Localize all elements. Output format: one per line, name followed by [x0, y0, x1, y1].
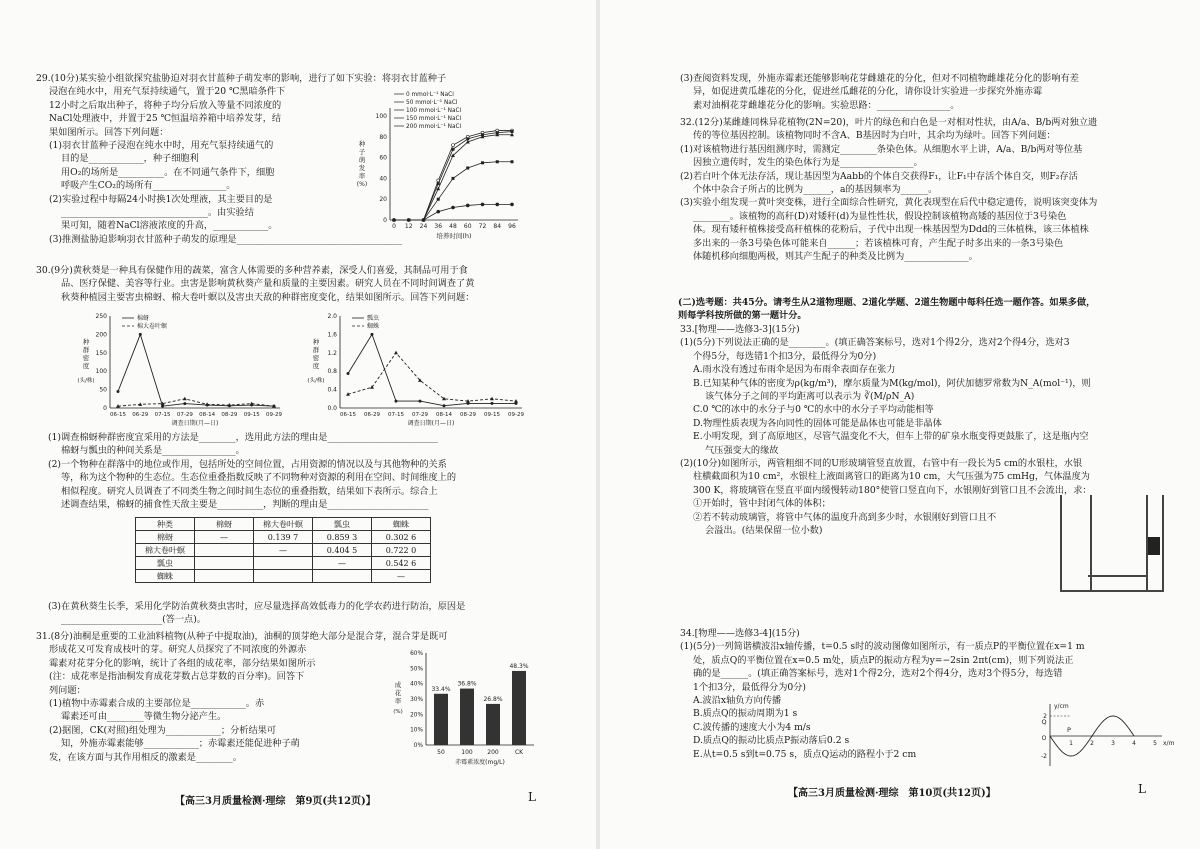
data-point	[511, 160, 514, 163]
y-tick-label: 0	[103, 405, 107, 412]
series-line	[348, 353, 516, 401]
table-cell	[195, 557, 254, 570]
text-line: 柱横截面积为10 cm²，水银柱上液面离管口的距离为10 cm，大气压强为75 cmHg，气体温度为	[693, 471, 1090, 483]
x-tick-label: 60	[463, 223, 472, 230]
text-line: A.雨水没有透过布雨伞是因为布雨伞表面存在张力	[693, 364, 896, 376]
x-tick-label: 06-15	[340, 412, 356, 418]
data-point	[452, 144, 455, 147]
y-axis-label: 萌	[358, 156, 366, 164]
table-cell: 0.302 6	[372, 531, 431, 544]
x-tick-label: 09-29	[266, 412, 282, 418]
table-header-cell: 瓢虫	[313, 518, 372, 531]
y-tick-label: 60%	[410, 651, 423, 657]
data-point	[371, 333, 374, 336]
predator-density-chart	[300, 308, 532, 430]
x-tick-label: 3	[1111, 740, 1115, 747]
table-header-cell: 蜘蛛	[372, 518, 431, 531]
right-footer: 【高三3月质量检测·理综 第10页(共12页)】	[788, 788, 996, 799]
data-point	[394, 351, 398, 355]
text-line: 该气体分子之间的平均距离可以表示为 ∛(M/ρN_A)	[705, 391, 915, 402]
x-tick-label: 07-29	[176, 412, 193, 418]
table-header-cell: 棉蚜	[195, 518, 254, 531]
x-tick-label: 08-14	[199, 412, 216, 418]
y-axis-label: 种	[82, 338, 90, 346]
legend-label: 50 mmol·L⁻¹ NaCl	[406, 100, 458, 106]
text-line: B.质点Q的振动周期为1 s	[693, 708, 798, 720]
text-line: 确的是______。(填正确答案标号，选对1个得2分，选对2个得4分，选对3个得5分，每选错	[693, 668, 1063, 680]
text-line: (1)(5分)一列简谐横波沿x轴传播，t=0.5 s时的波动图像如图所示，有一质点P的平衡位置在x=1 m	[680, 641, 1085, 653]
text-line: 30.(9分)黄秋葵是一种具有保健作用的蔬菜，富含人体需要的多种营养素，深受人们喜爱，其制品可用于食	[36, 265, 468, 276]
x-tick-label: 1	[1069, 740, 1073, 747]
text-line: 素对油桐花芽雌雄花分化的影响。实验思路：________________。	[693, 99, 960, 111]
bar-value-label: 33.4%	[431, 685, 451, 693]
y-tick-label: 100	[95, 368, 107, 376]
text-line: (3)推测盐胁迫影响羽衣甘蓝种子萌发的原理是____________________________________	[49, 233, 402, 245]
y-tick-label: 50	[99, 386, 107, 394]
data-point	[452, 148, 455, 151]
x-tick-label: 72	[478, 223, 487, 230]
y-tick-label: 60	[379, 154, 387, 162]
text-line: 果可知，随着NaCl溶液浓度的升高，____________。	[61, 220, 278, 232]
u-tube-figure	[1060, 495, 1170, 595]
x-tick-label: 36	[434, 223, 443, 230]
y-axis-label: (%)	[356, 181, 368, 188]
y-axis-label: (%)	[393, 709, 403, 715]
y-tick-label: 200	[95, 331, 107, 339]
series-line	[348, 334, 516, 405]
y-axis-label: (头/株)	[77, 378, 95, 384]
text-line: 秋葵种植园主要害虫棉蚜、棉大卷叶螟以及害虫天敌的种群密度变化，结果如图所示。回答下列问题：	[61, 291, 475, 303]
data-point	[496, 160, 499, 163]
data-point	[393, 219, 396, 222]
table-row	[136, 557, 431, 570]
text-line: ②若不转动玻璃管，将管中气体的温度升高到多少时，水银刚好到管口且不	[693, 511, 997, 523]
text-line: (注：成花率是指油桐发育成花芽数占总芽数的百分率)。回答下	[49, 671, 305, 683]
y-tick-label: 2.0	[327, 313, 337, 320]
text-line: 12小时之后取出种子，将种子均分后放入等量不同浓度的	[49, 99, 282, 111]
table-row	[136, 531, 431, 544]
x-tick-label: 09-29	[508, 412, 524, 418]
text-line: (1)(5分)下列说法正确的是________。(填正确答案标号，选对1个得2分，选对2个得4分，选对3	[680, 337, 1070, 349]
y-axis-label: y/cm	[1054, 703, 1069, 710]
text-line: 32.(12分)某雌雄同株异花植物(2N=20)，叶片的绿色和白色是一对相对性状，由A/a、B/b两对独立遗	[680, 117, 1098, 128]
x-tick-label: 09-15	[243, 412, 260, 418]
table-row	[136, 544, 431, 557]
y-axis-label: 度	[312, 362, 320, 370]
y-tick-label: 10%	[410, 727, 423, 734]
u-tube-bottom	[1088, 575, 1146, 592]
table-cell	[195, 544, 254, 557]
legend-label: 100 mmol·L⁻¹ NaCl	[406, 108, 462, 114]
table-cell: —	[313, 557, 372, 570]
text-line: 等，称为这个物种的生态位。生态位重叠指数反映了不同物种对资源的利用在空间、时间维度上的	[61, 472, 457, 484]
x-tick-label: 50	[437, 749, 445, 756]
text-line: (2)(10分)如图所示，两管粗细不同的U形玻璃管竖直放置，右管中有一段长为5 cm的水银柱，水银	[680, 458, 1083, 469]
text-line: 发，在该方面与其作用相反的激素是________。	[49, 751, 242, 763]
x-tick-label: CK	[514, 749, 524, 756]
y-axis-label: 率	[358, 172, 366, 180]
text-line: 知，外施赤霉素能够____________；赤霉素还能促进种子萌	[61, 738, 300, 750]
flowering-rate-chart	[388, 645, 538, 770]
text-line: 体随机移向细胞两极，则其产生配子的种类及比例为______________。	[693, 251, 978, 262]
table-cell: 棉大卷叶螟	[136, 544, 195, 557]
y-axis-label: 花	[394, 689, 402, 697]
x-axis-label: 培养时间(h)	[436, 232, 472, 240]
y-tick-label: 100	[375, 113, 387, 120]
text-line: 传的等位基因控制。该植物同时不含A、B基因时为白叶，其余均为绿叶。回答下列问题：	[693, 130, 1056, 142]
data-point	[511, 203, 514, 206]
y-tick-label: 30%	[410, 697, 423, 703]
table-cell: 瓢虫	[136, 557, 195, 570]
data-point	[452, 206, 455, 209]
text-line: 个体中杂合子所占的比例为______，a的基因频率为______。	[693, 184, 938, 195]
y-axis-label: 度	[82, 362, 90, 370]
x-tick-label: 06-15	[110, 412, 126, 418]
text-line: D.质点Q的振动比质点P振动落后0.2 s	[693, 735, 850, 747]
y-axis-label: 种	[358, 140, 366, 148]
text-line: 34.[物理——选修3-4](15分)	[680, 628, 800, 639]
data-point	[437, 210, 440, 213]
data-point	[514, 399, 518, 403]
y-tick-label: -2	[1041, 753, 1047, 760]
text-line: 述调查结果，棉蚜的捕食性天敌主要是__________，判断的理由是______________________	[61, 499, 429, 510]
data-point	[443, 404, 446, 407]
x-tick-label: 200	[487, 749, 499, 756]
y-axis-label: 群	[312, 346, 320, 354]
data-point	[496, 203, 499, 206]
text-line: D.物理性质表现为各向同性的固体可能是晶体也可能是非晶体	[693, 417, 942, 429]
y-axis-label: 群	[82, 346, 90, 354]
text-line: B.已知某种气体的密度为ρ(kg/m³)，摩尔质量为M(kg/mol)，阿伏加德罗常数为N_A(mol⁻¹)，则	[693, 377, 1091, 389]
legend-label: 200 mmol·L⁻¹ NaCl	[406, 124, 462, 130]
y-axis-label: (头/株)	[307, 378, 325, 384]
x-tick-label: 84	[493, 223, 502, 230]
text-line: 个得5分，每选错1个扣3分，最低得分为0分)	[693, 350, 877, 362]
text-line: 霉素还可由________等微生物分泌产生。	[61, 711, 227, 723]
text-line: 列问题：	[49, 684, 86, 696]
data-point	[437, 182, 440, 185]
text-line: 异，如促进黄瓜雄花的分化，促进丝瓜雌花的分化，请你设计实验进一步探究外施赤霉	[693, 86, 1043, 98]
text-line: 33.[物理——选修3-3](15分)	[680, 324, 800, 335]
table-cell: 0.404 5	[313, 544, 372, 557]
legend-label: 150 mmol·L⁻¹ NaCl	[406, 116, 462, 122]
y-axis-label: 子	[358, 148, 366, 156]
point-label-p: P	[1067, 726, 1071, 734]
x-tick-label: 09-15	[484, 412, 500, 418]
text-line: ①开始时，管中封闭气体的体积；	[693, 498, 831, 510]
left-page	[0, 0, 596, 849]
data-point	[183, 397, 187, 401]
text-line: (3)在黄秋葵生长季，采用化学防治黄秋葵虫害时，应尽量选择高效低毒力的化学农药进行防治，原因是	[48, 601, 466, 612]
y-tick-label: 0.8	[327, 368, 337, 376]
text-line: C.波传播的速度大小为4 m/s	[693, 721, 811, 733]
data-point	[419, 400, 422, 403]
text-line: 多出来的一条3号染色体可能来自______；若该植株可育，产生配子时多出来的一条3号染色	[693, 237, 1064, 249]
point-label-q: Q	[1041, 718, 1047, 726]
data-point	[511, 130, 514, 133]
y-tick-label: 0.4	[327, 386, 337, 394]
y-tick-label: 2	[1043, 713, 1047, 720]
bar	[434, 694, 448, 745]
table-cell	[254, 570, 313, 583]
table-cell: —	[372, 570, 431, 583]
table-cell: 蜘蛛	[136, 570, 195, 583]
wave-graph	[1032, 700, 1175, 770]
bar	[486, 704, 500, 745]
text-line: (1)羽衣甘蓝种子浸泡在纯水中时，用充气泵持续通气的	[49, 140, 274, 151]
text-line: 呼吸产生CO₂的场所有________________。	[61, 180, 236, 192]
data-point	[139, 333, 142, 336]
text-line: 会溢出。(结果保留一位小数)	[705, 525, 823, 536]
x-tick-label: 06-29	[364, 412, 380, 418]
data-point	[117, 390, 120, 393]
origin-label: O	[1041, 735, 1047, 742]
right-page-mark: L	[1138, 782, 1146, 796]
x-tick-label: 08-14	[436, 412, 452, 418]
legend-label: 棉大卷叶螟	[137, 323, 168, 330]
x-axis-label: 调查日期(月—日)	[407, 420, 455, 427]
data-point	[491, 402, 494, 405]
text-line: 目的是____________，种子细胞利	[61, 153, 199, 165]
text-line: (2)据图，CK(对照)组处理为____________；分析结果可	[49, 724, 277, 736]
text-line: 1个扣3分，最低得分为0分)	[693, 681, 806, 693]
data-point	[452, 177, 455, 180]
text-line: (2)若白叶个体无法存活，现让基因型为Aabb的个体自交获得F₁，让F₁中存活个体自交，则F₂存活	[680, 170, 1078, 182]
y-axis-label: 种	[312, 338, 320, 346]
text-line: A.波沿x轴负方向传播	[693, 695, 782, 706]
left-page-mark: L	[528, 790, 536, 804]
y-tick-label: 80	[379, 133, 387, 141]
text-line: 处，质点Q的平衡位置在x=0.5 m处，质点P的振动方程为y=−2sin 2πt(cm)，则下列说法正	[693, 654, 1074, 666]
x-tick-label: 12	[404, 223, 413, 230]
y-axis-label: 率	[394, 697, 402, 705]
text-line: 300 K，将玻璃管在竖直平面内缓慢转动180°使管口竖直向下，水银刚好到管口且不会流出，求：	[693, 484, 1092, 496]
data-point	[395, 400, 398, 403]
x-tick-label: 07-15	[388, 412, 404, 418]
y-tick-label: 250	[95, 313, 107, 320]
data-point	[466, 167, 469, 170]
text-line: (1)调查棉蚜种群密度宜采用的方法是________，选用此方法的理由是________________________	[48, 432, 438, 443]
data-point	[422, 219, 425, 222]
table-cell	[195, 570, 254, 583]
x-tick-label: 07-29	[412, 412, 428, 418]
table-cell: 0.722 0	[372, 544, 431, 557]
text-line: 浸泡在纯水中，用充气泵持续通气，置于20 ℃黑暗条件下	[49, 86, 286, 98]
series-line	[118, 334, 274, 406]
text-line: 果如图所示。回答下列问题：	[49, 126, 169, 138]
y-axis-label: 成	[394, 681, 402, 689]
x-tick-label: 08-29	[460, 412, 476, 418]
legend-label: 蜘蛛	[367, 323, 380, 330]
x-tick-label: 5	[1153, 740, 1157, 747]
x-tick-label: 48	[449, 223, 457, 230]
data-point	[481, 203, 484, 206]
text-line: C.0 ℃的冰中的水分子与0 ℃的水中的水分子平均动能相等	[693, 404, 934, 416]
y-tick-label: 40%	[410, 681, 423, 688]
y-tick-label: 0	[383, 217, 387, 224]
text-line: (3)实验小组发现一黄叶突变株，进行全面综合性研究，黄化表现型在后代中稳定遗传，说明该突变体为	[680, 197, 1098, 209]
text-line: (3)查阅资料发现，外施赤霉素还能够影响花芽雌雄花的分化，但对不同植物雌雄花分化的影响有差	[680, 73, 1079, 84]
text-line: 用O₂的场所是__________。在不同通气条件下，细胞	[61, 166, 275, 178]
text-line: 31.(8分)油桐是重要的工业油料植物(从种子中提取油)，油桐的顶芽绝大部分是混合芽，混合芽是既可	[36, 631, 448, 642]
y-tick-label: 0%	[413, 743, 423, 749]
x-tick-label: 24	[419, 223, 428, 230]
left-footer: 【高三3月质量检测·理综 第9页(共12页)】	[175, 796, 376, 807]
x-tick-label: 2	[1090, 740, 1094, 747]
y-tick-label: 0.0	[327, 405, 337, 412]
text-line: 霉素对花芽分化的影响，统计了各组的成花率，部分结果如图所示	[49, 657, 316, 669]
text-line: (2)一个物种在群落中的地位或作用，包括所处的空间位置，占用资源的情况以及与其他物种的关系	[48, 458, 447, 470]
data-point	[466, 137, 469, 140]
x-axis-label: 赤霉素浓度(mg/L)	[455, 759, 505, 766]
legend-label: 棉蚜	[137, 315, 150, 322]
table-cell: 0.139 7	[254, 531, 313, 544]
table-cell: —	[195, 531, 254, 544]
data-point	[347, 372, 350, 375]
y-axis-label: 密	[312, 354, 320, 362]
y-tick-label: 50%	[410, 666, 423, 673]
text-line: 品、医疗保健、美容等行业。虫害是影响黄秋葵产量和质量的主要因素。研究人员在不同时间调查了黄	[61, 278, 475, 290]
data-point	[466, 204, 469, 207]
text-line: ________________________________。由实验结	[61, 207, 254, 218]
x-tick-label: 07-15	[154, 412, 171, 418]
y-tick-label: 20%	[410, 712, 423, 719]
y-axis-label: 密	[82, 354, 90, 362]
data-point	[437, 198, 440, 201]
y-tick-label: 1.6	[327, 331, 337, 339]
mercury-column	[1148, 537, 1160, 555]
elective-heading-cont: 则每学科按所做的第一题计分。	[678, 310, 807, 321]
x-tick-label: 0	[392, 223, 396, 230]
x-tick-label: 06-29	[132, 412, 149, 418]
data-point	[161, 405, 164, 408]
x-axis-label: x/m	[1163, 740, 1175, 747]
legend-label: 0 mmol·L⁻¹ NaCl	[406, 92, 454, 98]
table-cell	[313, 570, 372, 583]
x-tick-label: 08-29	[221, 412, 238, 418]
data-point	[407, 219, 410, 222]
bar-value-label: 26.8%	[483, 695, 503, 703]
table-cell: 0.542 6	[372, 557, 431, 570]
text-line: 因独立遗传时，发生的染色体行为是________________。	[693, 157, 923, 169]
elective-heading: (二)选考题：共45分。请考生从2道物理题、2道化学题、2道生物题中每科任选一题作答。如果多做，	[678, 297, 1096, 308]
text-line: 棉蚜与瓢虫的种间关系是________________。	[61, 445, 245, 457]
text-line: ______________________(答一点)。	[61, 614, 206, 626]
pest-density-chart	[70, 308, 290, 430]
table-header-cell: 棉大卷叶螟	[254, 518, 313, 531]
bar-value-label: 48.3%	[509, 662, 529, 670]
bar	[460, 689, 474, 745]
x-axis-label: 调查日期(月—日)	[171, 420, 219, 427]
text-line: 气压强变大的缘故	[705, 444, 779, 456]
niche-overlap-table	[135, 517, 431, 583]
legend-label: 瓢虫	[367, 315, 380, 322]
table-cell: —	[254, 544, 313, 557]
text-line: NaCl处理液中，并置于25 ℃恒温培养箱中培养发芽，结	[49, 113, 282, 125]
data-point	[183, 402, 186, 405]
bar-value-label: 36.8%	[457, 680, 477, 688]
text-line: (2)实验过程中每隔24小时换1次处理液，其主要目的是	[49, 193, 273, 205]
x-tick-label: 4	[1132, 740, 1136, 747]
text-line: E.小明发现，到了高原地区，尽管气温变化不大，但车上带的矿泉水瓶变得更鼓胀了，这是瓶内空	[693, 431, 1089, 443]
text-line: 相似程度。研究人员调查了不同类生物之间时间生态位的重叠指数，结果如下表所示。综合上	[61, 485, 438, 497]
table-cell: 0.859 3	[313, 531, 372, 544]
table-header-cell: 种类	[136, 518, 195, 531]
series-line	[394, 162, 512, 220]
y-tick-label: 40	[379, 175, 387, 183]
y-tick-label: 20	[379, 196, 387, 204]
germination-chart	[350, 88, 530, 248]
text-line: (1)植物中赤霉素合成的主要部位是____________。赤	[49, 698, 265, 709]
table-row	[136, 570, 431, 583]
y-axis-label: 发	[358, 164, 366, 172]
x-tick-label: 96	[508, 223, 516, 230]
text-line: ________。该植物的高秆(D)对矮秆(d)为显性性状，假设控制该植物高矮的基因位于3号染色	[693, 210, 1067, 222]
y-tick-label: 1.2	[327, 349, 337, 357]
right-page	[600, 0, 1200, 849]
y-tick-label: 150	[95, 349, 107, 357]
table-cell: 棉蚜	[136, 531, 195, 544]
text-line: 29.(10分)某实验小组欲探究盐胁迫对羽衣甘蓝种子萌发率的影响，进行了如下实验：将羽衣甘蓝种子	[36, 73, 447, 84]
bar	[512, 671, 526, 745]
table-cell	[254, 557, 313, 570]
text-line: 体。现有矮秆植株接受高秆植株的花粉后，子代中出现一株基因型为Ddd的三体植株，该三体植株	[693, 224, 1089, 236]
text-line: 形成花又可发育成枝叶的芽。研究人员探究了不同浓度的外源赤	[49, 644, 307, 656]
text-line: (1)对该植物进行基因组测序时，需测定________条染色体。从细胞水平上讲，A/a、B/b两对等位基	[680, 143, 1083, 155]
x-tick-label: 100	[461, 749, 473, 756]
data-point	[481, 161, 484, 164]
text-line: E.从t=0.5 s到t=0.75 s，质点Q运动的路程小于2 cm	[693, 748, 917, 760]
